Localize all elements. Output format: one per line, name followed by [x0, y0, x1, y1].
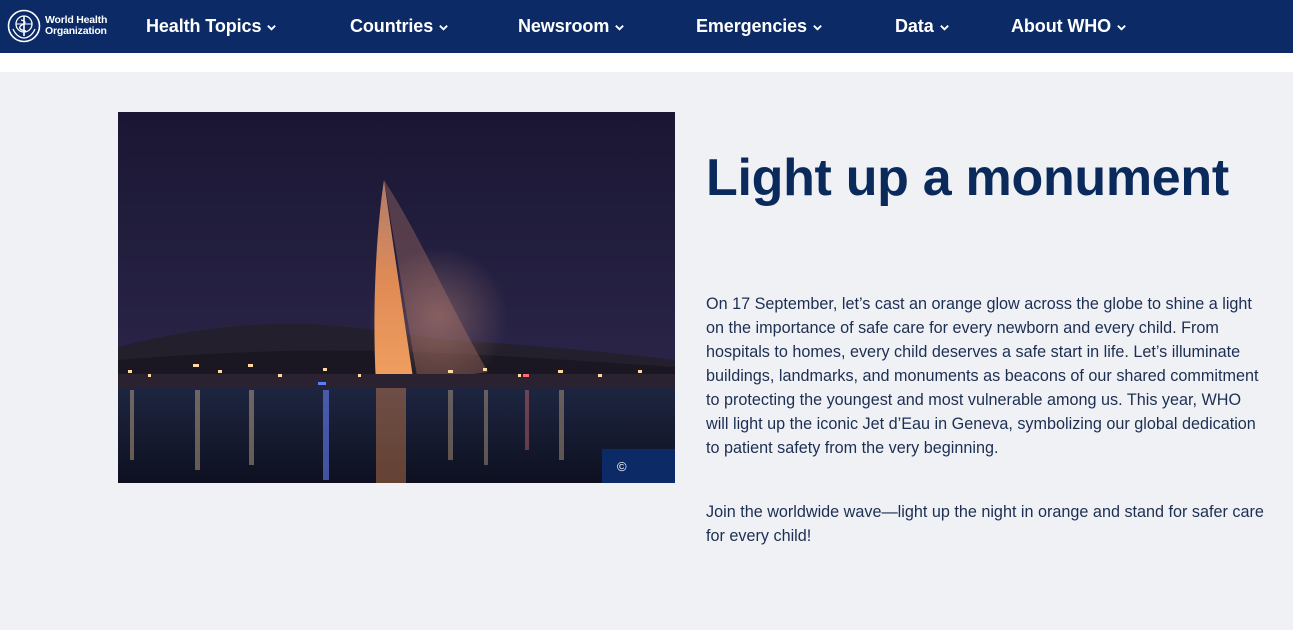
nav-about-who-label: About WHO	[1011, 16, 1112, 36]
nav-separator-strip	[0, 53, 1293, 72]
who-emblem-icon	[7, 9, 41, 43]
nav-about-who[interactable]	[1011, 0, 1127, 53]
who-logo[interactable]	[7, 9, 107, 43]
nav-emergencies[interactable]	[696, 0, 823, 53]
fountain-night-illustration	[118, 112, 675, 483]
logo-line-1: World Health	[45, 14, 108, 26]
nav-newsroom-label: Newsroom	[518, 16, 610, 36]
page-title: Light up a monument	[706, 149, 1229, 207]
logo-text	[45, 15, 107, 37]
nav-data-label: Data	[895, 16, 934, 36]
copyright-symbol: ©	[617, 458, 627, 474]
nav-health-topics-label: Health Topics	[146, 16, 262, 36]
nav-emergencies-label: Emergencies	[696, 16, 807, 36]
copyright-badge[interactable]	[602, 449, 675, 483]
intro-paragraph: On 17 September, let’s cast an orange glow across the globe to shine a light on the importance of safe care for every newborn and every child. From hospitals to homes, every child deserves a safe start in life. Let’s illuminate buildings, landmarks, and monuments as beacons of our shared commitment to protecting the youngest and most vulnerable among us. This year, WHO will light up the iconic Jet d’Eau in Geneva, symbolizing our global dedication to patient safety from the very beginning.	[706, 295, 1259, 457]
chevron-down-icon	[438, 22, 449, 33]
call-to-action-paragraph: Join the worldwide wave—light up the night in orange and stand for safer care for every child!	[706, 503, 1264, 545]
chevron-down-icon	[812, 22, 823, 33]
nav-health-topics[interactable]	[146, 0, 277, 53]
top-navigation	[0, 0, 1293, 53]
chevron-down-icon	[939, 22, 950, 33]
nav-countries-label: Countries	[350, 16, 434, 36]
hero-image-jet-deau	[118, 112, 675, 483]
chevron-down-icon	[1116, 22, 1127, 33]
nav-countries[interactable]	[350, 0, 449, 53]
chevron-down-icon	[266, 22, 277, 33]
logo-line-2: Organization	[45, 25, 107, 37]
nav-newsroom[interactable]	[518, 0, 625, 53]
chevron-down-icon	[614, 22, 625, 33]
nav-data[interactable]	[895, 0, 950, 53]
